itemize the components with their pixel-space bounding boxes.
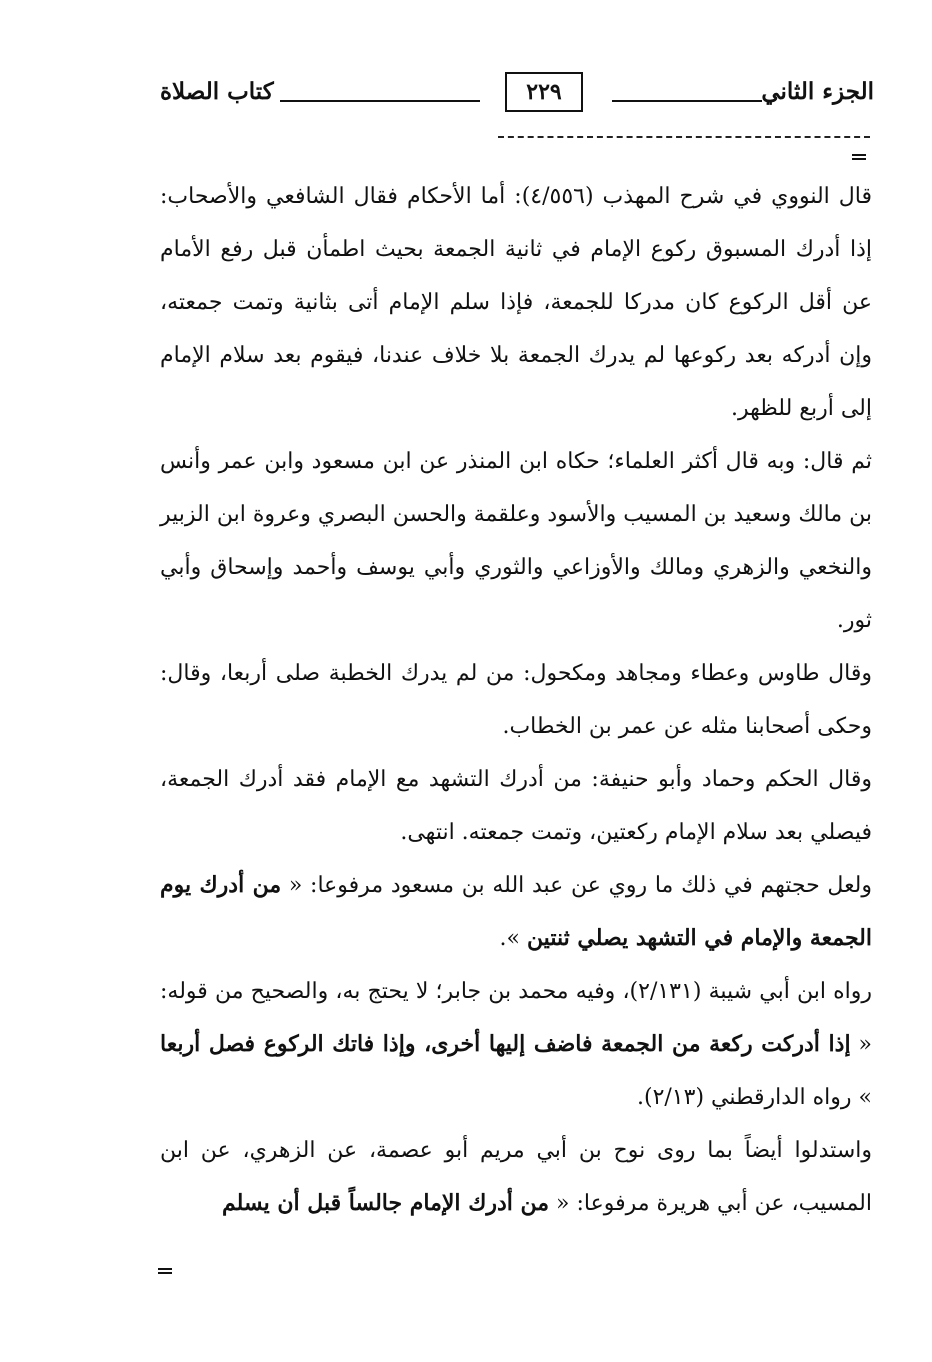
paragraph-7 xyxy=(160,1124,872,1230)
paragraph-text: ». xyxy=(499,926,527,951)
paragraph-1 xyxy=(160,170,872,435)
paragraph-2 xyxy=(160,435,872,647)
running-header xyxy=(160,72,874,120)
paragraph-text: » رواه الدارقطني (٢/١٣). xyxy=(636,1085,872,1110)
paragraph-3 xyxy=(160,647,872,753)
hadith-quote: من أدرك يوم الجمعة والإمام في التشهد يصلي ثنتين xyxy=(160,872,872,951)
paragraph-text: وقال طاوس وعطاء ومجاهد ومكحول: من لم يدرك الخطبة صلى أربعا، وقال: وحكى أصحابنا مثله عن عمر بن الخطاب. xyxy=(160,661,872,739)
page-number: ٢٢٩ xyxy=(505,72,583,112)
hadith-quote: إذا أدركت ركعة من الجمعة فاضف إليها أخرى، وإذا فاتك الركوع فصل أربعا xyxy=(160,1031,851,1057)
header-dashed-rule xyxy=(498,136,870,138)
header-rule-right xyxy=(612,100,762,102)
part-title: الجزء الثاني xyxy=(761,78,874,105)
book-title: كتاب الصلاة xyxy=(160,78,274,105)
paragraph-4 xyxy=(160,753,872,859)
paragraph-5 xyxy=(160,859,872,965)
paragraph-6 xyxy=(160,965,872,1124)
continuation-mark-top xyxy=(852,154,866,160)
hadith-quote: من أدرك الإمام جالساً قبل أن يسلم xyxy=(222,1190,550,1216)
paragraph-text: ولعل حجتهم في ذلك ما روي عن عبد الله بن مسعود مرفوعا: « xyxy=(281,873,873,898)
paragraph-text: وقال الحكم وحماد وأبو حنيفة: من أدرك التشهد مع الإمام فقد أدرك الجمعة، فيصلي بعد سلام الإمام ركعتين، وتمت جمعته. انتهى. xyxy=(160,767,872,845)
continuation-mark-bottom xyxy=(158,1268,172,1274)
paragraph-text: قال النووي في شرح المهذب (٤/٥٥٦): أما الأحكام فقال الشافعي والأصحاب: إذا أدرك المسبوق ركوع الإمام في ثانية الجمعة بحيث اطمأن قبل رفع الأمام عن أقل الركوع كان مدركا للجمعة، فإذا سلم الإمام أتى بثانية وتمت جمعته، وإن أدركه بعد ركوعها لم يدرك الجمعة بلا خلاف عندنا، فيقوم بعد سلام الإمام إلى أربع للظهر. xyxy=(160,184,873,421)
paragraph-text: واستدلوا أيضاً بما روى نوح بن أبي مريم أبو عصمة، عن الزهري، عن ابن المسيب، عن أبي هريرة مرفوعا: « xyxy=(160,1138,872,1216)
header-rule-left xyxy=(280,100,480,102)
paragraph-text: ثم قال: وبه قال أكثر العلماء؛ حكاه ابن المنذر عن ابن مسعود وابن عمر وأنس بن مالك وسعيد بن المسيب والأسود وعلقمة والحسن البصري وعروة ابن الزبير والنخعي والزهري ومالك والأوزاعي والثوري وأبي يوسف وأحمد وإسحاق وأبي ثور. xyxy=(160,449,872,633)
body-text xyxy=(160,170,872,1230)
paragraph-text: رواه ابن أبي شيبة (٢/١٣١)، وفيه محمد بن جابر؛ لا يحتج به، والصحيح من قوله: « xyxy=(160,979,872,1057)
